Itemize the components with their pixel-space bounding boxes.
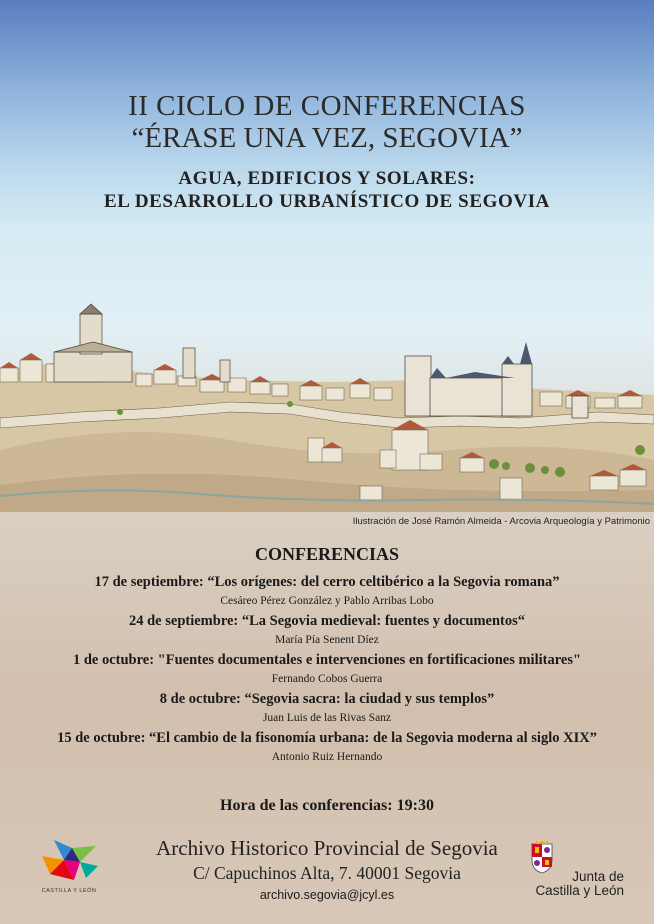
castilla-leon-brand-logo	[34, 836, 104, 900]
talk-speaker: Juan Luis de las Rivas Sanz	[262, 712, 392, 724]
conferences-heading: CONFERENCIAS	[254, 544, 400, 564]
institution-address: C/ Capuchinos Alta, 7. 40001 Segovia	[193, 863, 461, 883]
talk-title: 17 de septiembre: “Los orígenes: del cerro celtibérico a la Segovia romana”	[94, 574, 560, 590]
conference-list	[0, 544, 654, 768]
conference-time: Hora de las conferencias: 19:30	[220, 797, 434, 814]
junta-logo-text	[524, 870, 624, 898]
cycle-name: “ÉRASE UNA VEZ, SEGOVIA”	[131, 122, 523, 154]
talk-speaker: María Pía Senent Díez	[275, 634, 379, 646]
poster-header	[0, 90, 654, 213]
talk-title: 24 de septiembre: “La Segovia medieval: fuentes y documentos“	[128, 613, 526, 629]
contact-email[interactable]: archivo.segovia@jcyl.es	[259, 888, 395, 902]
subtitle-line-1: AGUA, EDIFICIOS Y SOLARES:	[178, 168, 476, 189]
junta-logo-line-2: Castilla y León	[535, 883, 624, 898]
illustration-credit: Ilustración de José Ramón Almeida - Arcovia Arqueología y Patrimonio	[352, 516, 650, 527]
coat-of-arms-icon	[528, 840, 556, 874]
segovia-illustration	[0, 300, 654, 512]
star-logo-icon	[34, 836, 104, 886]
talk-title: 15 de octubre: “El cambio de la fisonomía urbana: de la Segovia moderna al siglo XIX”	[57, 730, 597, 746]
talk-speaker: Cesáreo Pérez González y Pablo Arribas Lobo	[220, 595, 434, 607]
institution-name: Archivo Historico Provincial de Segovia	[156, 836, 498, 860]
cycle-title: II CICLO DE CONFERENCIAS	[128, 90, 526, 122]
junta-logo-line-1: Junta de	[572, 869, 624, 884]
talk-speaker: Fernando Cobos Guerra	[271, 673, 383, 685]
talk-title: 8 de octubre: “Segovia sacra: la ciudad y sus templos”	[159, 691, 495, 707]
talk-speaker: Antonio Ruiz Hernando	[271, 751, 383, 763]
brand-logo-text: CASTILLA Y LEÓN	[41, 888, 97, 894]
talk-title: 1 de octubre: "Fuentes documentales e intervenciones en fortificaciones militares"	[72, 652, 582, 668]
junta-castilla-leon-logo	[524, 840, 634, 900]
subtitle-line-2: EL DESARROLLO URBANÍSTICO DE SEGOVIA	[103, 191, 551, 212]
